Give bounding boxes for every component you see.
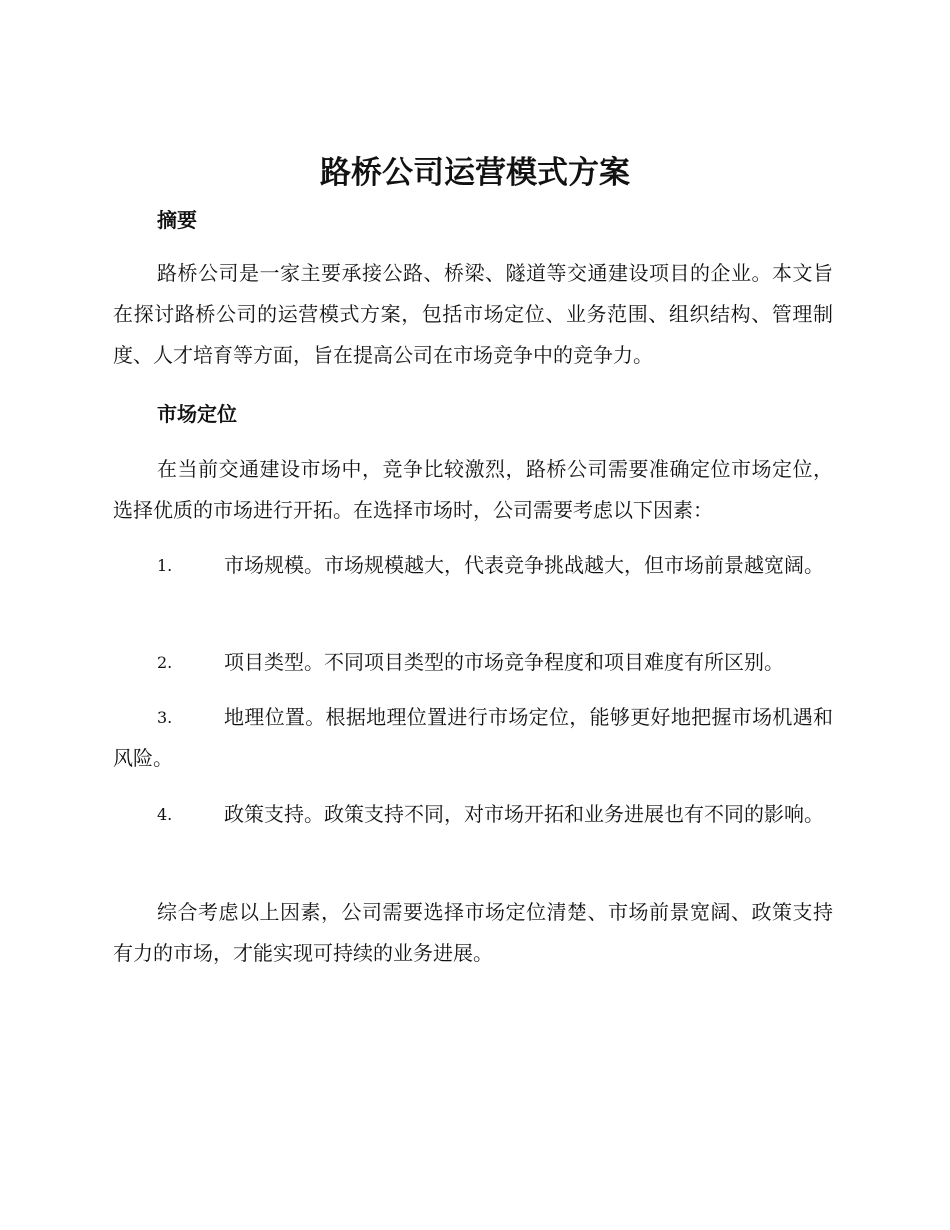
list-item-number: 2. (157, 653, 173, 672)
list-item-number: 3. (157, 708, 173, 727)
list-item-text: 地理位置。根据地理位置进行市场定位，能够更好地把握市场机遇和风险。 (113, 705, 833, 770)
list-item-number: 4. (157, 805, 173, 824)
market-intro-paragraph: 在当前交通建设市场中，竞争比较激烈，路桥公司需要准确定位市场定位，选择优质的市场进行开拓。在选择市场时，公司需要考虑以下因素： (113, 457, 833, 522)
section-heading-market-positioning: 市场定位 (157, 402, 237, 426)
list-item (113, 794, 833, 835)
list-item-number: 1. (157, 556, 173, 575)
list-item-text: 政策支持。政策支持不同，对市场开拓和业务进展也有不同的影响。 (224, 802, 824, 826)
document-title: 路桥公司运营模式方案 (320, 155, 630, 191)
list-item-text: 市场规模。市场规模越大，代表竞争挑战越大，但市场前景越宽阔。 (224, 553, 824, 577)
list-item-text: 项目类型。不同项目类型的市场竞争程度和项目难度有所区别。 (224, 650, 784, 674)
list-item (113, 545, 833, 586)
section-heading-abstract: 摘要 (157, 208, 197, 232)
conclusion-paragraph: 综合考虑以上因素，公司需要选择市场定位清楚、市场前景宽阔、政策支持有力的市场，才能实现可持续的业务进展。 (113, 900, 833, 965)
list-item (113, 642, 833, 683)
list-item (113, 697, 833, 779)
abstract-paragraph: 路桥公司是一家主要承接公路、桥梁、隧道等交通建设项目的企业。本文旨在探讨路桥公司的运营模式方案，包括市场定位、业务范围、组织结构、管理制度、人才培育等方面，旨在提高公司在市场竞争中的竞争力。 (113, 261, 833, 367)
